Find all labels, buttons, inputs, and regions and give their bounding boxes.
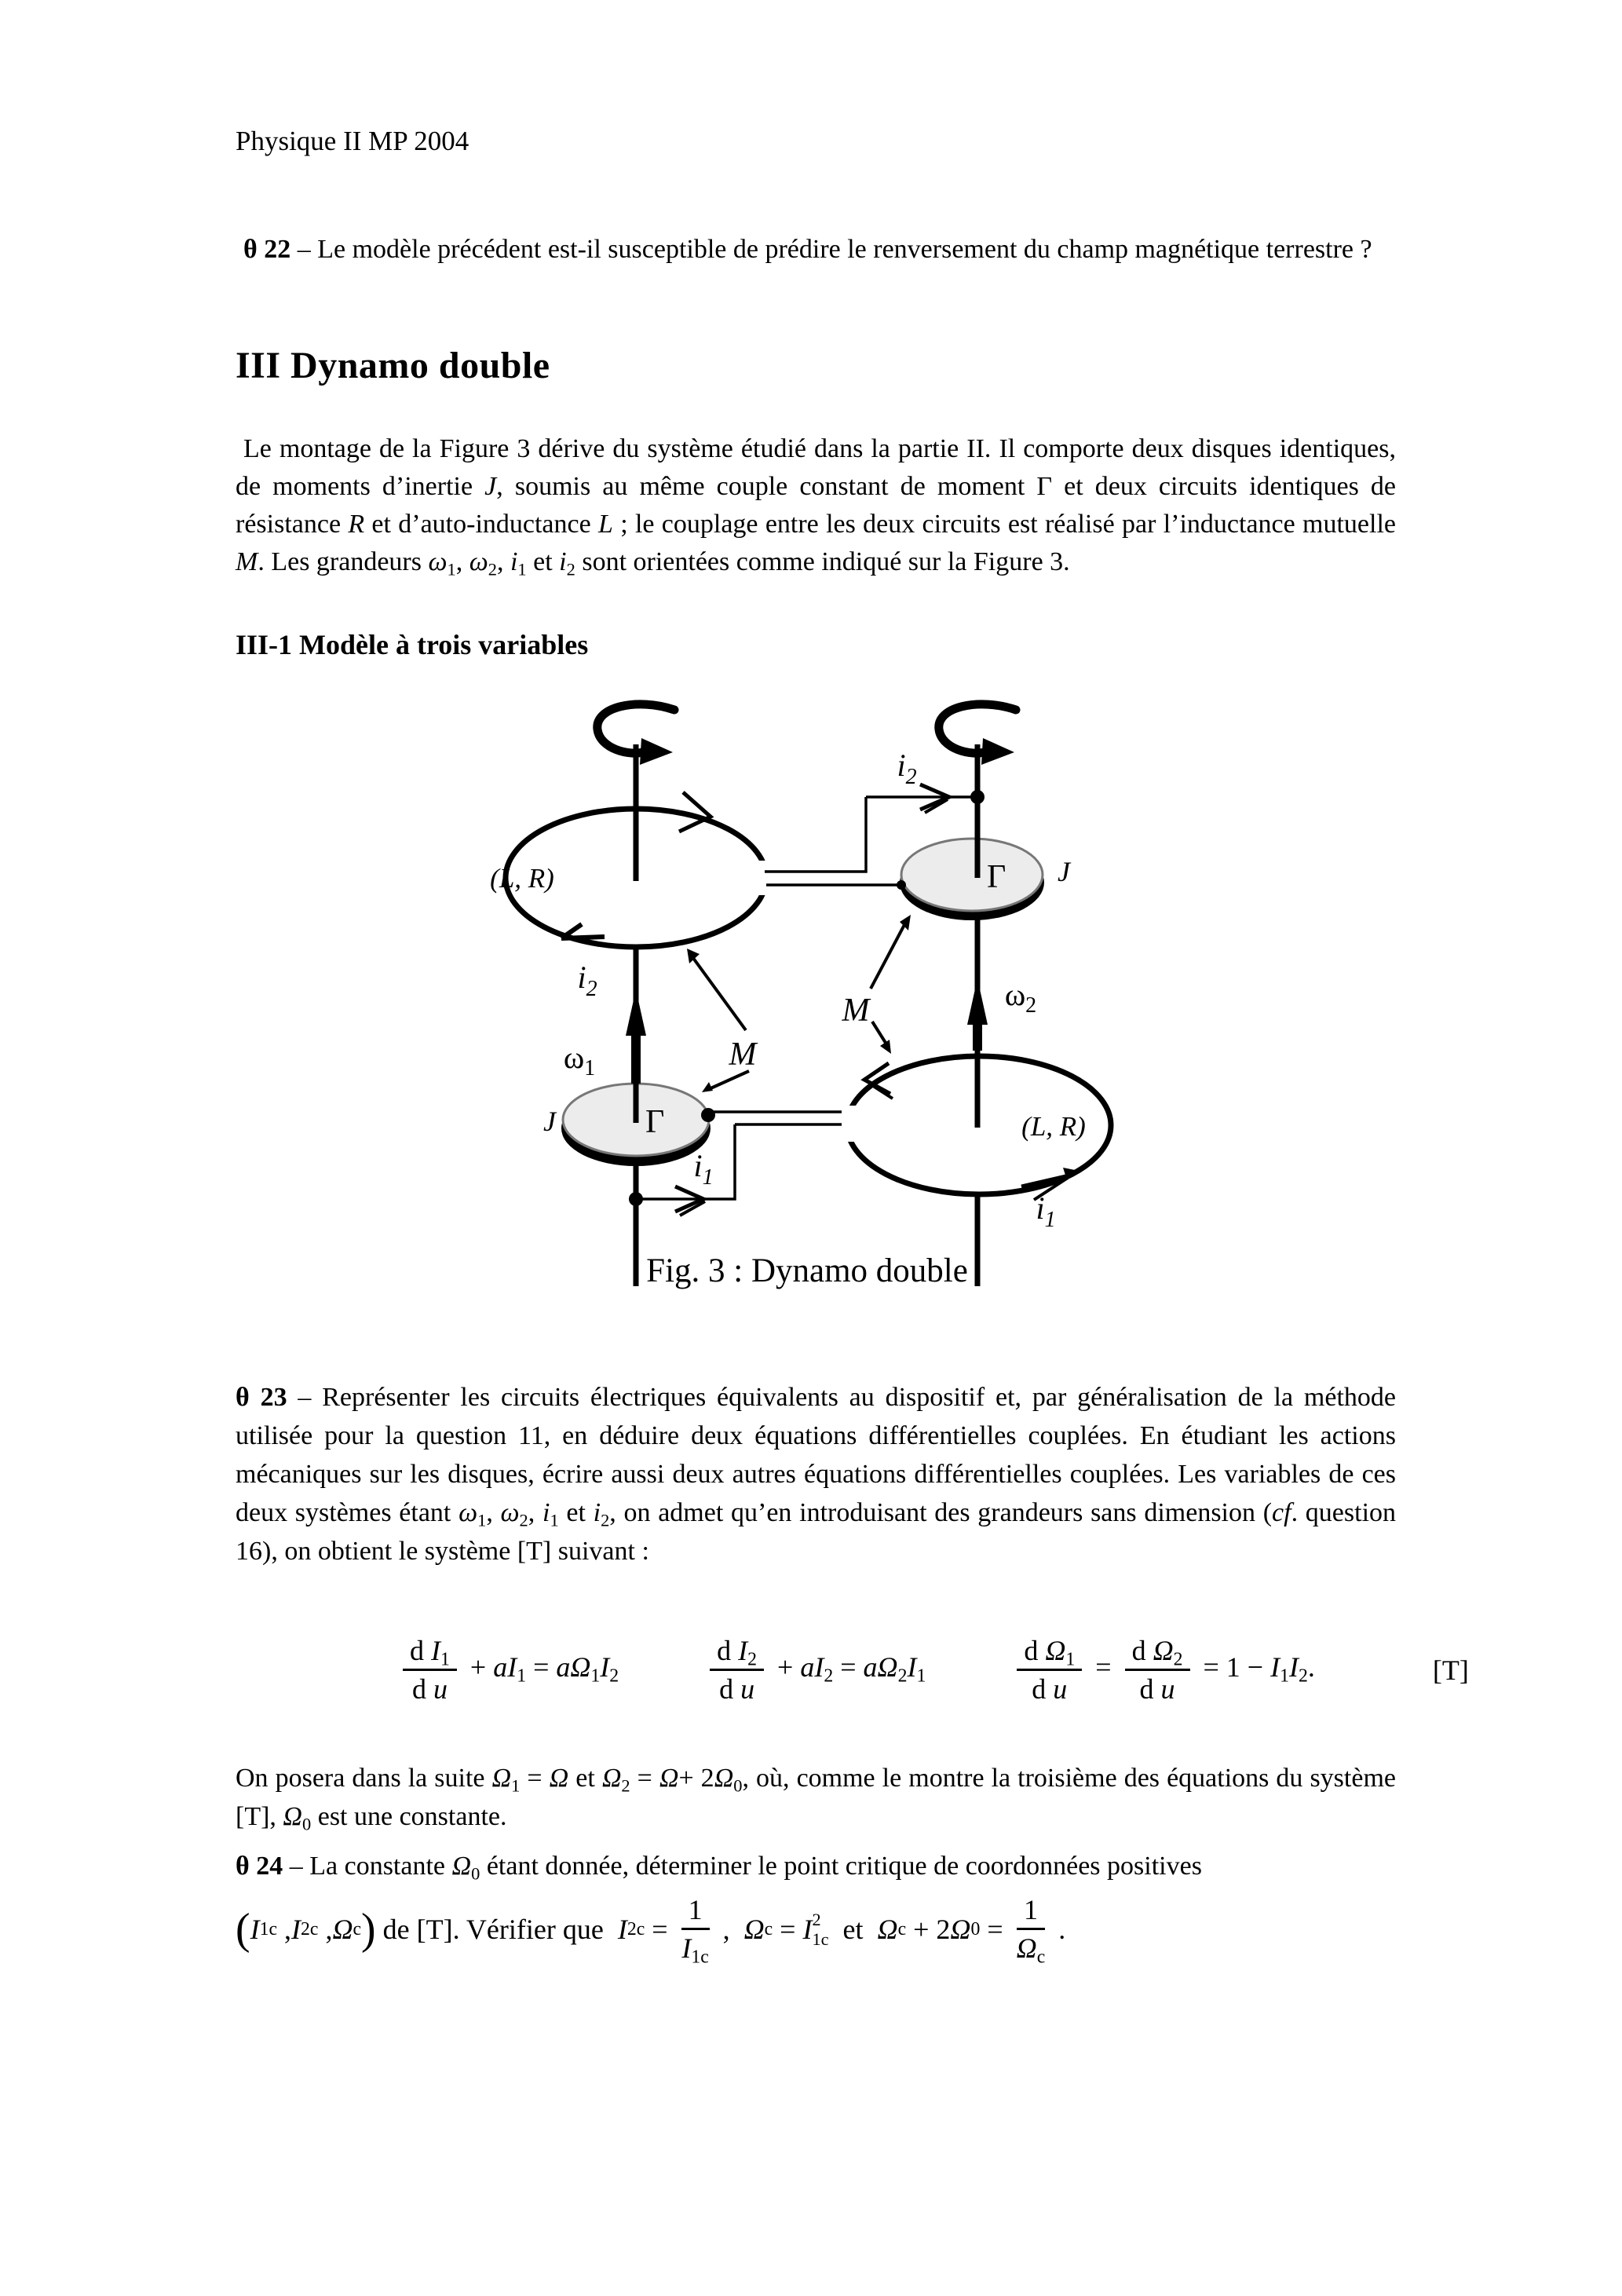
label-coil-bottom-right: (L, R) — [1021, 1111, 1086, 1142]
label-omega2: $\omega_2$ — [1004, 977, 1037, 1018]
label-inertia-disk2: J — [1058, 856, 1070, 887]
page-header: Physique II MP 2004 — [236, 126, 469, 156]
disk-1 — [561, 1080, 711, 1166]
omega1-arrow-icon — [626, 989, 646, 1084]
equation-tag-T: [T] — [1432, 1654, 1469, 1686]
omega2-arrow-icon — [967, 978, 988, 1051]
equation-T2: $\frac{d I_2}{\text{d u}}$ + $aI_2 = a\Omega_2I_1$ — [703, 1635, 926, 1706]
posera-paragraph: On posera dans la suite $\Omega_1 = \Omega$ et $\Omega_2 = \Omega+ 2\Omega_0$, où, comme le montre la troisième des équations du système [T], $\Omega_0$ est une constante. — [236, 1764, 1396, 1834]
current-arrow-i2-icon — [920, 784, 949, 813]
subsection-title-iii-1: III-1 Modèle à trois variables — [236, 629, 589, 660]
label-inertia-disk1: J — [543, 1106, 556, 1137]
system-T-equations — [396, 1635, 1469, 1706]
question-24-line1: θ 24 – La constante $\Omega_0$ étant donnée, déterminer le point critique de coordonnées positives — [236, 1852, 1202, 1884]
label-i2-top: $i_2$ — [897, 748, 917, 789]
question-24-math-line: ( I 1c , I 2c , Ω c ) de [T]. Vérifier que I 2c = $\frac{1}{I_{1c}}$ , Ω c = I 2 1c et Ω c + 2 Ω 0 = $\frac{1}{\Omega_c}$ . — [236, 1894, 1066, 1968]
current-arrow-i1-icon — [675, 1186, 705, 1216]
figure-3-dynamo-double — [440, 675, 1162, 1303]
figure-caption: Fig. 3 : Dynamo double — [646, 1252, 968, 1289]
question-23: θ 23 – Représenter les circuits électriques équivalents au dispositif et, par généralisation de la méthode utilisée pour la question 11, en déduire deux équations différentielles couplées. En étudiant les actions mécaniques sur les disques, écrire aussi deux autres équations différentielles couplées. Les variables de ces deux systèmes étant $\omega_1$, $\omega_2$, $i_1$ et $i_2$, on admet qu’en introduisant des grandeurs sans dimension (cf. question 16), on obtient le système [T] suivant : — [236, 1383, 1397, 1566]
label-coil-top-left: (L, R) — [490, 863, 554, 894]
disk-2 — [900, 837, 1044, 920]
label-mutual-right: M — [842, 993, 870, 1029]
equation-T1: $\frac{d I_1}{\text{d u}}$ + $aI_1 = a\Omega_1I_2$ — [396, 1635, 619, 1706]
mutual-arrows-right-icon — [871, 915, 911, 1054]
equation-T3: $\frac{d \Omega_1}{\text{d u}}$ = $\frac{d \Omega_2}{\text{d u}}$ = $1 - I_1I_2$. — [1010, 1635, 1315, 1706]
label-omega1: $\omega_1$ — [563, 1040, 596, 1080]
label-i1-right: $i_1$ — [1036, 1190, 1056, 1232]
label-mutual-left: M — [729, 1036, 757, 1073]
section-title-iii: III Dynamo double — [236, 345, 550, 386]
label-i2-left: $i_2$ — [577, 960, 597, 1001]
label-gamma-disk2: Γ — [987, 859, 1006, 895]
label-i1-left: $i_1$ — [693, 1148, 714, 1190]
rotation-arrow-right-icon — [939, 704, 1016, 765]
question-22: θ 22 – Le modèle précédent est-il susceptible de prédire le renversement du champ magnétique terrestre ? — [243, 235, 1372, 264]
label-gamma-disk1: Γ — [645, 1104, 665, 1140]
rotation-arrow-left-icon — [597, 704, 674, 765]
intro-paragraph: Le montage de la Figure 3 dérive du système étudié dans la partie II. Il comporte deux disques identiques, de moments d’inertie J, soumis au même couple constant de moment Γ et deux circuits identiques de résistance R et d’auto-inductance L ; le couplage entre les deux circuits est réalisé par l’inductance mutuelle M. Les grandeurs $\omega_1$, $\omega_2$, $i_1$ et $i_2$ sont orientées comme indiqué sur la Figure 3. — [236, 434, 1396, 579]
